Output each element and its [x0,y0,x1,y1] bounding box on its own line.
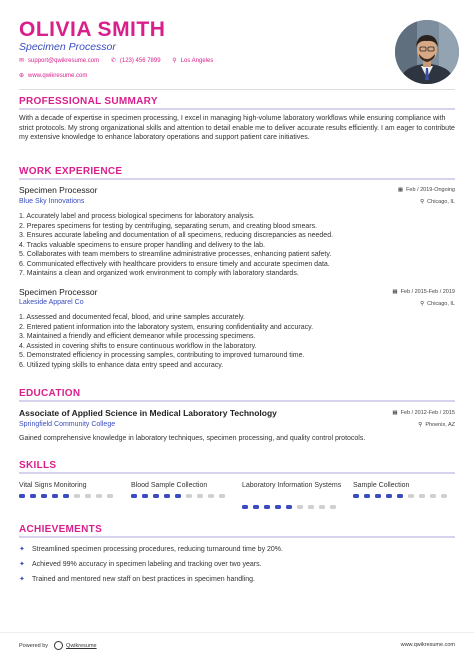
job-bullets [19,313,455,370]
skills-rule [19,472,455,474]
achievement-item: ✦ Achieved 99% accuracy in specimen labeling and tracking over two years. [19,561,262,568]
job-bullets [19,212,455,279]
achievements-rule [19,536,455,538]
candidate-name: OLIVIA SMITH [19,18,166,41]
rating-dot [107,494,113,498]
footer-website[interactable]: www.qwikresume.com [400,642,455,648]
rating-dot [19,494,25,498]
summary-text: With a decade of expertise in specimen processing, I excel in managing high-volume laboratory workflows while ensuring compliance with strict protocols. My strong organizational skills and attention to detail enable me to deliver accurate results efficiently. I am eager to contribute my extensive knowledge to enhance laboratory operations and support patient care initiatives. [19,115,455,141]
calendar-icon: ▦ [397,187,404,193]
education-location: ⚲ Phoenix, AZ [418,422,455,428]
list-item: 7. Maintains a clean and organized work environment to comply with laboratory standards. [19,270,299,277]
job-company: Blue Sky Innovations [19,198,85,205]
phone-icon: ✆ [110,58,116,64]
skill-name: Vital Signs Monitoring [19,482,87,489]
job-company: Lakeside Apparel Co [19,299,84,306]
rating-dot [74,494,80,498]
education-heading: EDUCATION [19,388,81,399]
summary-rule [19,108,455,110]
rating-dot [175,494,181,498]
education-description: Gained comprehensive knowledge in laboratory techniques, specimen processing, and quality control protocols. [19,435,366,442]
rating-dot [408,494,414,498]
calendar-icon: ▦ [392,410,398,416]
badge-icon: ✦ [19,561,25,568]
list-item: 1. Assessed and documented fecal, blood, and urine samples accurately. [19,314,245,321]
calendar-icon: ▦ [392,289,398,295]
email-link[interactable]: support@qwikresume.com [28,57,100,64]
job-title: Specimen Processor [19,287,98,297]
job-dates: ▦ Feb / 2015-Feb / 2019 [392,289,455,295]
rating-dot [197,494,203,498]
rating-dot [219,494,225,498]
rating-dot [264,505,270,509]
rating-dot [186,494,192,498]
rating-dot [375,494,381,498]
rating-dot [131,494,137,498]
job-location: ⚲ Chicago, IL [420,301,455,307]
rating-dot [430,494,436,498]
phone-text: (123) 456 7899 [119,57,161,64]
school-name: Springfield Community College [19,421,116,428]
rating-dot [297,505,303,509]
rating-dot [364,494,370,498]
achievement-item: ✦ Streamlined specimen processing procedures, reducing turnaround time by 20%. [19,546,283,553]
rating-dot [96,494,102,498]
rating-dot [275,505,281,509]
job-location: ⚲ Chicago, IL [420,199,455,205]
website-link[interactable]: www.qwikresume.com [28,73,88,79]
skill-name: Sample Collection [353,482,410,489]
envelope-icon: ✉ [19,58,25,64]
rating-dot [164,494,170,498]
footer-divider [0,632,474,633]
contact-row [19,57,223,64]
list-item: 5. Collaborates with team members to streamline administrative processes, enhancing patient safety. [19,251,332,258]
rating-dot [41,494,47,498]
rating-dot [253,505,259,509]
rating-dot [242,505,248,509]
header-divider [19,89,455,90]
education-dates: ▦ Feb / 2012-Feb / 2015 [392,410,455,416]
map-pin-icon: ⚲ [420,301,425,307]
rating-dot [386,494,392,498]
rating-dot [153,494,159,498]
globe-icon: ⊕ [19,73,25,79]
skill-name: Laboratory Information Systems [242,482,342,489]
map-pin-icon: ⚲ [420,199,425,205]
list-item: 4. Tracks valuable specimens to ensure proper handling and delivery to the lab. [19,241,265,249]
list-item: 4. Assisted in covering shifts to ensure continuous workflow in the laboratory. [19,342,257,350]
brand-link[interactable]: Qwikresume [66,642,97,649]
rating-dot [308,505,314,509]
powered-by: Powered by Qwikresume [19,642,97,649]
qwikresume-logo-icon [54,641,63,650]
list-item: 5. Demonstrated efficiency in processing samples, contributing to improved turnaround time. [19,352,305,359]
rating-dot [419,494,425,498]
education-rule [19,400,455,402]
rating-dot [85,494,91,498]
rating-dot [63,494,69,498]
map-pin-icon: ⚲ [418,422,423,428]
list-item: 3. Maintained a friendly and efficient demeanor while processing specimens. [19,333,256,340]
degree-title: Associate of Applied Science in Medical Laboratory Technology [19,408,277,418]
skill-rating [131,494,233,500]
skills-heading: SKILLS [19,460,57,471]
location-text: Los Angeles [180,57,214,64]
list-item: 1. Accurately label and process biological specimens for laboratory analysis. [19,213,255,220]
rating-dot [208,494,214,498]
job-title: Specimen Processor [19,185,98,195]
list-item: 2. Entered patient information into the laboratory system, ensuring confidentiality and accuracy. [19,323,314,331]
summary-heading: PROFESSIONAL SUMMARY [19,96,158,107]
list-item: 6. Communicated effectively with healthcare providers to ensure timely and accurate specimen data. [19,260,330,268]
skill-name: Blood Sample Collection [131,482,208,489]
skill-rating [19,494,121,500]
achievement-item: ✦ Trained and mentored new staff on best practices in specimen handling. [19,576,255,583]
list-item: 6. Utilized typing skills to enhance data entry speed and accuracy. [19,361,224,369]
website-row [19,72,87,79]
skill-rating [353,494,455,500]
rating-dot [286,505,292,509]
experience-rule [19,178,455,180]
skill-rating [242,505,344,511]
achievements-heading: ACHIEVEMENTS [19,524,103,535]
rating-dot [397,494,403,498]
profile-photo [395,20,459,84]
badge-icon: ✦ [19,576,25,583]
map-pin-icon: ⚲ [172,58,177,64]
rating-dot [30,494,36,498]
rating-dot [319,505,325,509]
job-dates: ▦ Feb / 2019-Ongoing [397,187,455,193]
rating-dot [441,494,447,498]
list-item: 2. Prepares specimens for testing by centrifuging, separating serum, and creating blood smears. [19,222,318,230]
rating-dot [330,505,336,509]
rating-dot [142,494,148,498]
candidate-role: Specimen Processor [19,41,116,53]
rating-dot [52,494,58,498]
list-item: 3. Ensures accurate labeling and documentation of all specimens, reducing discrepancies as needed. [19,232,334,239]
badge-icon: ✦ [19,546,25,553]
rating-dot [353,494,359,498]
experience-heading: WORK EXPERIENCE [19,166,123,177]
